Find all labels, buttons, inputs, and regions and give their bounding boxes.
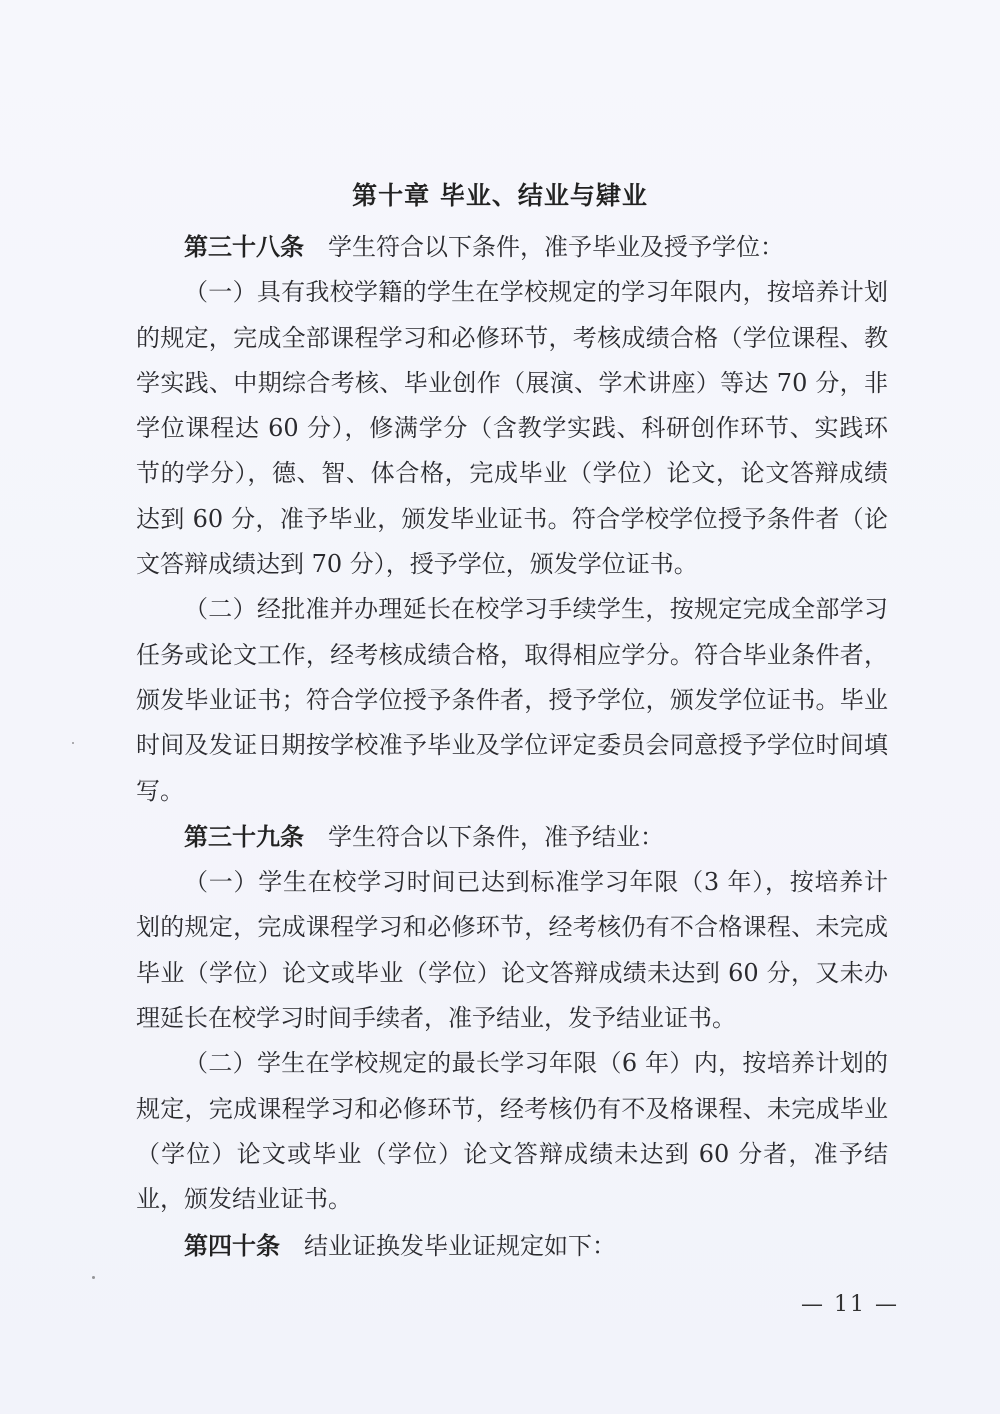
scan-speck (92, 1276, 95, 1279)
article-text: 学生符合以下条件，准予结业： (328, 822, 664, 851)
article-39-heading (136, 814, 888, 860)
article-label: 第四十条 (184, 1230, 280, 1260)
document-body (136, 224, 888, 1269)
article-39-item-2: （二）学生在学校规定的最长学习年限（6 年）内，按培养计划的规定，完成课程学习和必修环节，经考核仍有不及格课程、未完成毕业（学位）论文或毕业（学位）论文答辩成绩未达到 60 分者，准予结业，颁发结业证书。 (136, 1049, 888, 1214)
chapter-title: 第十章 毕业、结业与肄业 (352, 181, 648, 210)
article-text: 结业证换发毕业证规定如下： (304, 1231, 616, 1260)
article-label: 第三十九条 (184, 821, 304, 851)
article-label: 第三十八条 (184, 232, 304, 261)
scan-speck (72, 742, 74, 744)
article-38-item-1: （一）具有我校学籍的学生在学校规定的学习年限内，按培养计划的规定，完成全部课程学习和必修环节，考核成绩合格（学位课程、教学实践、中期综合考核、毕业创作（展演、学术讲座）等达 70 分，非学位课程达 60 分），修满学分（含教学实践、科研创作环节、实践环节的学分），德、智、体合格，完成毕业（学位）论文，论文答辩成绩达到 60 分，准予毕业，颁发毕业证书。符合学校学位授予条件者（论文答辩成绩达到 70 分），授予学位，颁发学位证书。 (136, 278, 888, 579)
article-39-item-1: （一）学生在校学习时间已达到标准学习年限（3 年），按培养计划的规定，完成课程学习和必修环节，经考核仍有不合格课程、未完成毕业（学位）论文或毕业（学位）论文答辩成绩未达到 60 分，又未办理延长在校学习时间手续者，准予结业，发予结业证书。 (136, 868, 888, 1033)
article-38-heading (136, 224, 888, 270)
page-number: — 11 — (801, 1292, 899, 1317)
article-38-item-2: （二）经批准并办理延长在校学习手续学生，按规定完成全部学习任务或论文工作，经考核成绩合格，取得相应学分。符合毕业条件者，颁发毕业证书；符合学位授予条件者，授予学位，颁发学位证书。毕业时间及发证日期按学校准予毕业及学位评定委员会同意授予学位时间填写。 (136, 595, 888, 805)
article-40-heading (136, 1223, 888, 1269)
article-text: 学生符合以下条件，准予毕业及授予学位： (328, 233, 784, 261)
